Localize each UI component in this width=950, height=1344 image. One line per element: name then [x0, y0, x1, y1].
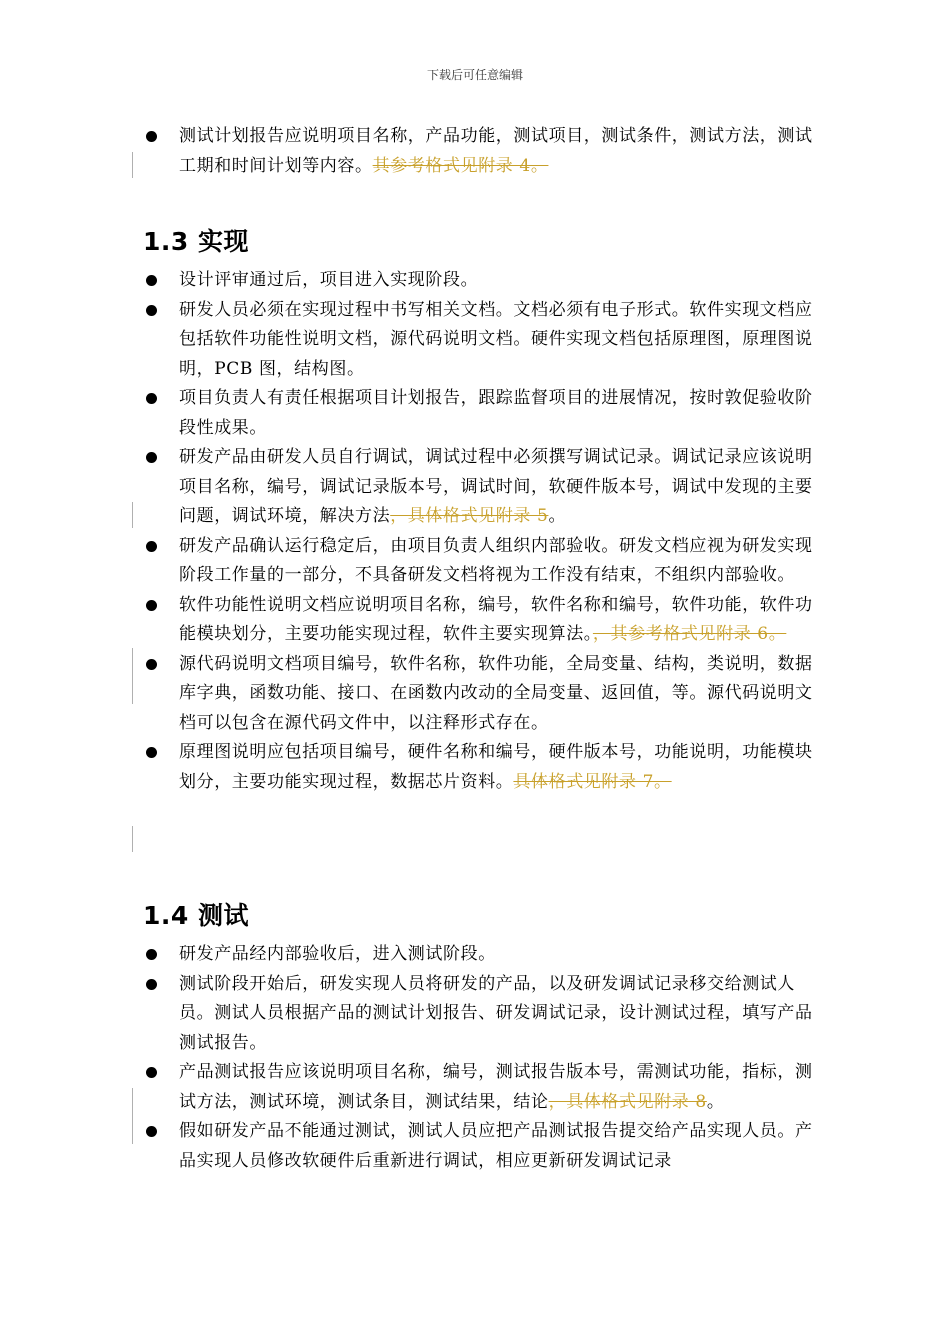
- item-text: 项目负责人有责任根据项目计划报告，跟踪监督项目的进展情况，按时敦促验收阶段性成果。: [179, 388, 813, 438]
- item-text: 研发产品由研发人员自行调试，调试过程中必须撰写调试记录。调试记录应该说明项目名称，编号，调试记录版本号，调试时间，软硬件版本号，调试中发现的主要问题，调试环境，解决方法: [179, 447, 813, 526]
- list-item: [0, 591, 950, 650]
- list-item: [0, 384, 950, 443]
- item-text: 测试阶段开始后，研发实现人员将研发的产品，以及研发调试记录移交给测试人员。测试人员根据产品的测试计划报告、研发调试记录，设计测试过程，填写产品测试报告。: [179, 973, 813, 1053]
- item-text: 软件功能性说明文档应说明项目名称，编号，软件名称和编号，软件功能，软件功能模块划分，主要功能实现过程，软件主要实现算法。: [179, 594, 813, 644]
- list-item: [0, 443, 950, 532]
- page-header: 下载后可任意编辑: [426, 68, 523, 82]
- list-item: [0, 532, 950, 591]
- item-text: 源代码说明文档项目编号，软件名称，软件功能，全局变量、结构，类说明，数据库字典，函数功能、接口、在函数内改动的全局变量、返回值，等。源代码说明文档可以包含在源代码文件中，以注释形式存在。: [179, 653, 813, 733]
- bullet-icon: [146, 131, 157, 142]
- item-tail: 。: [706, 1091, 725, 1112]
- list-item: [0, 266, 950, 296]
- list-item: [0, 940, 950, 970]
- list-item: [0, 1117, 950, 1176]
- list-item: [0, 296, 950, 385]
- deleted-text: ，具体格式见附录 5: [390, 506, 549, 526]
- list-item: [0, 122, 950, 181]
- deleted-text: ，其参考格式见附录 6。: [592, 624, 787, 644]
- section-1-3-list: [0, 266, 950, 797]
- item-text: 研发人员必须在实现过程中书写相关文档。文档必须有电子形式。软件实现文档应包括软件功能性说明文档，源代码说明文档。硬件实现文档包括原理图，原理图说明，PCB 图，结构图。: [179, 299, 813, 379]
- change-bar: [132, 152, 133, 178]
- bullet-icon: [146, 452, 157, 463]
- bullet-icon: [146, 949, 157, 960]
- list-item: [0, 738, 950, 797]
- bullet-icon: [146, 747, 157, 758]
- intro-list: [0, 122, 950, 181]
- section-title-1-4: 1.4 测试: [143, 901, 249, 930]
- bullet-icon: [146, 305, 157, 316]
- bullet-icon: [146, 1126, 157, 1137]
- deleted-text: 具体格式见附录 7。: [513, 771, 672, 792]
- bullet-icon: [146, 541, 157, 552]
- section-1-4-list: [0, 940, 950, 1176]
- bullet-icon: [146, 393, 157, 404]
- change-bar: [132, 648, 133, 704]
- bullet-icon: [146, 1067, 157, 1078]
- item-text: 研发产品经内部验收后，进入测试阶段。: [179, 944, 496, 964]
- item-text: 测试计划报告应说明项目名称，产品功能，测试项目，测试条件，测试方法，测试工期和时间计划等内容。: [179, 126, 813, 176]
- list-item: [0, 970, 950, 1059]
- item-text: 原理图说明应包括项目编号，硬件名称和编号，硬件版本号，功能说明，功能模块划分，主要功能实现过程，数据芯片资料。: [179, 742, 813, 792]
- item-text: 设计评审通过后，项目进入实现阶段。: [179, 270, 479, 290]
- change-bar: [132, 1088, 133, 1144]
- deleted-text: ，具体格式见附录 8: [548, 1091, 707, 1112]
- list-item: [0, 650, 950, 739]
- change-bar: [132, 826, 133, 852]
- section-title-1-3: 1.3 实现: [143, 227, 249, 256]
- item-tail: 。: [548, 506, 567, 526]
- bullet-icon: [146, 659, 157, 670]
- deleted-text: 其参考格式见附录 4。: [372, 155, 549, 176]
- item-text: 假如研发产品不能通过测试，测试人员应把产品测试报告提交给产品实现人员。产品实现人员修改软硬件后重新进行调试，相应更新研发调试记录: [179, 1121, 813, 1171]
- item-text: 产品测试报告应该说明项目名称，编号，测试报告版本号，需测试功能，指标，测试方法，测试环境，测试条目，测试结果，结论: [179, 1062, 813, 1112]
- change-bar: [132, 502, 133, 528]
- bullet-icon: [146, 275, 157, 286]
- bullet-icon: [146, 979, 157, 990]
- list-item: [0, 1058, 950, 1117]
- bullet-icon: [146, 600, 157, 611]
- item-text: 研发产品确认运行稳定后，由项目负责人组织内部验收。研发文档应视为研发实现阶段工作量的一部分，不具备研发文档将视为工作没有结束，不组织内部验收。: [179, 535, 813, 585]
